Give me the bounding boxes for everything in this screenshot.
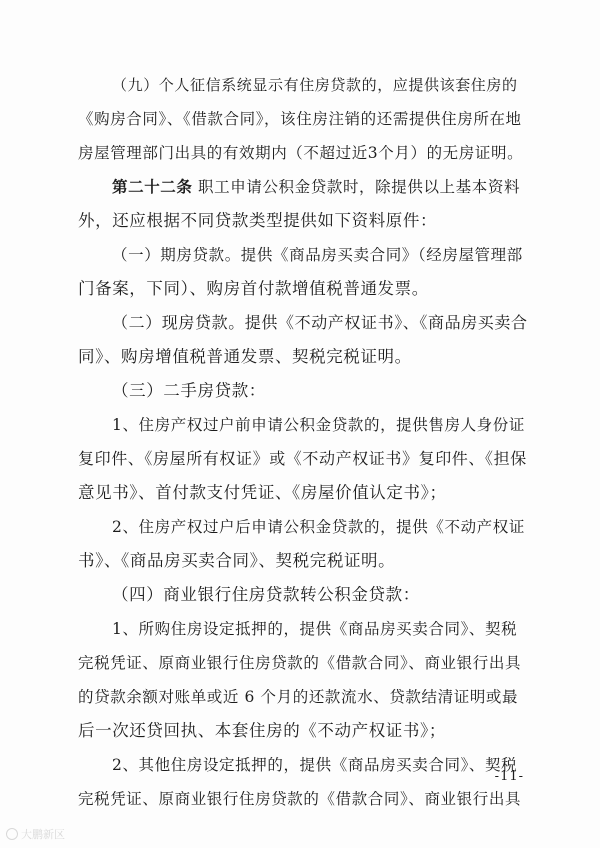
line-text: 1、住房产权过户前申请公积金贷款的，提供售房人身份证 — [112, 416, 525, 434]
line-text: （三）二手房贷款： — [112, 381, 266, 400]
line-text: 2、住房产权过户后申请公积金贷款的，提供《不动产权证 — [112, 518, 525, 536]
text-line — [78, 136, 528, 170]
watermark-logo-icon — [6, 828, 18, 840]
text-line — [78, 680, 528, 714]
text-line — [78, 782, 528, 816]
text-line — [78, 68, 528, 102]
line-text: （九）个人征信系统显示有住房贷款的，应提供该套住房的 — [112, 76, 518, 94]
line-text: （一）期房贷款。提供《商品房买卖合同》（经房屋管理部 — [112, 246, 523, 264]
text-line — [78, 578, 528, 612]
text-line — [78, 306, 528, 340]
line-text: 2、其他住房设定抵押的，提供《商品房买卖合同》、契税 — [112, 756, 518, 774]
line-text: 房屋管理部门出具的有效期内（不超过近3个月）的无房证明。 — [78, 144, 524, 162]
line-text: 门备案，下同）、购房首付款增值税普通发票。 — [78, 279, 429, 298]
line-text: 完税凭证、原商业银行住房贷款的《借款合同》、商业银行出具 — [78, 654, 522, 672]
watermark — [6, 826, 65, 842]
text-line — [78, 408, 528, 442]
text-line — [78, 272, 528, 306]
text-line — [78, 102, 528, 136]
line-text: 书》、《商品房买卖合同》、契税完税证明。 — [78, 551, 396, 570]
line-text: 后一次还贷回执、本套住房的《不动产权证书》； — [78, 721, 446, 740]
text-line — [78, 646, 528, 680]
text-line — [78, 748, 528, 782]
text-line — [78, 714, 528, 748]
line-text: 《购房合同》、《借款合同》，该住房注销的还需提供住房所在地 — [78, 110, 522, 128]
line-text: （二）现房贷款。提供《不动产权证书》、《商品房买卖合 — [112, 313, 528, 332]
text-line — [78, 374, 528, 408]
text-line — [78, 238, 528, 272]
article-heading: 第二十二条 — [112, 177, 193, 196]
line-text: 复印件、《房屋所有权证》或《不动产权证书》复印件、《担保 — [78, 449, 527, 468]
text-line — [78, 442, 528, 476]
text-line — [78, 476, 528, 510]
line-text: 完税凭证、原商业银行住房贷款的《借款合同》、商业银行出具 — [78, 790, 522, 808]
line-text: 外，还应根据不同贷款类型提供如下资料原件： — [78, 211, 438, 230]
line-text: 意见书》、首付款支付凭证、《房屋价值认定书》； — [78, 483, 447, 502]
line-text: 的贷款余额对账单或近 6 个月的还款流水、贷款结清证明或最 — [78, 688, 519, 706]
text-line — [78, 340, 528, 374]
text-line — [78, 612, 528, 646]
watermark-text: 大鹏新区 — [21, 828, 65, 841]
line-text: 同》、购房增值税普通发票、契税完税证明。 — [78, 347, 412, 366]
text-line — [78, 510, 528, 544]
text-line — [78, 170, 528, 204]
line-text: 1、所购住房设定抵押的，提供《商品房买卖合同》、契税 — [112, 620, 518, 638]
text-line — [78, 204, 528, 238]
document-body — [78, 68, 528, 816]
line-text: （四）商业银行住房贷款转公积金贷款： — [112, 585, 420, 604]
text-line — [78, 544, 528, 578]
page-number: -11- — [494, 769, 524, 784]
line-text: 职工申请公积金贷款时，除提供以上基本资料 — [192, 178, 521, 196]
